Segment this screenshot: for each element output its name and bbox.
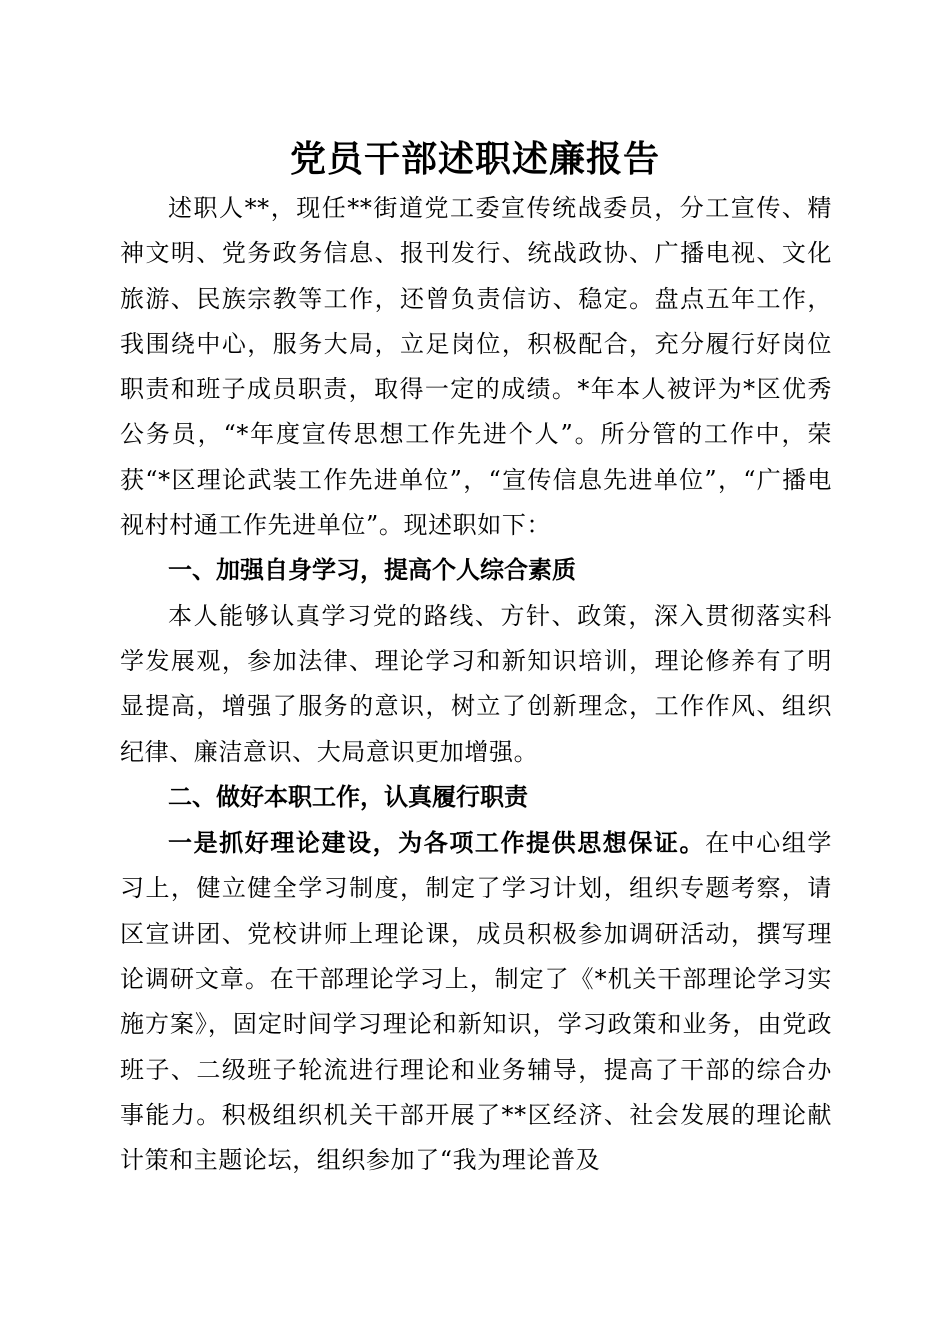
- section-2-heading: 二、做好本职工作，认真履行职责: [168, 782, 528, 811]
- document-body: [120, 186, 832, 1184]
- document-title: 党员干部述职述廉报告: [289, 138, 660, 180]
- section-1-heading: 一、加强自身学习，提高个人综合素质: [168, 556, 576, 585]
- section-1-paragraph: 本人能够认真学习党的路线、方针、政策，深入贯彻落实科学发展观，参加法律、理论学习和新知识培训，理论修养有了明显提高，增强了服务的意识，树立了创新理念，工作作风、组织纪律、廉洁意识、大局意识更加增强。: [120, 601, 832, 766]
- intro-paragraph: 述职人**，现任**街道党工委宣传统战委员，分工宣传、精神文明、党务政务信息、报刊发行、统战政协、广播电视、文化旅游、民族宗教等工作，还曾负责信访、稳定。盘点五年工作，我围绕中心，服务大局，立足岗位，积极配合，充分履行好岗位职责和班子成员职责，取得一定的成绩。*年本人被评为*区优秀公务员，“*年度宣传思想工作先进个人”。所分管的工作中，荣获“*区理论武装工作先进单位”，“宣传信息先进单位”，“广播电视村村通工作先进单位”。现述职如下：: [120, 194, 832, 540]
- section-2-body-text: 在中心组学习上，健立健全学习制度，制定了学习计划，组织专题考察，请区宣讲团、党校讲师上理论课，成员积极参加调研活动，撰写理论调研文章。在干部理论学习上，制定了《*机关干部理论学习实施方案》，固定时间学习理论和新知识，学习政策和业务，由党政班子、二级班子轮流进行理论和业务辅导，提高了干部的综合办事能力。积极组织机关干部开展了**区经济、社会发展的理论献计策和主题论坛，组织参加了“我为理论普及: [120, 829, 832, 1175]
- section-2-paragraph: [120, 820, 832, 1183]
- section-2-lead-sentence: 一是抓好理论建设，为各项工作提供思想保证。: [168, 828, 706, 858]
